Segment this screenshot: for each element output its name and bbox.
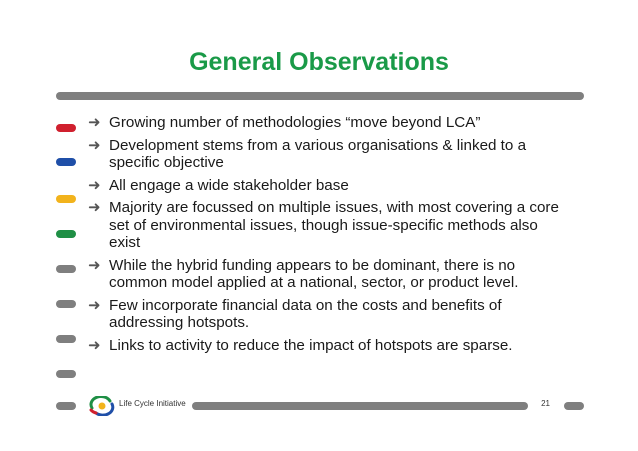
bullet-item bbox=[88, 114, 568, 131]
side-marker-yellow bbox=[56, 195, 76, 203]
bullet-item bbox=[88, 257, 568, 292]
arrow-right-icon: ➜ bbox=[88, 136, 101, 154]
bullet-text: While the hybrid funding appears to be dominant, there is no common model applied at a national, sector, or product level. bbox=[109, 256, 519, 291]
life-cycle-initiative-logo-icon bbox=[88, 396, 116, 416]
bullet-text: Majority are focussed on multiple issues, with most covering a core set of environmental issues, though issue-specific methods also exist bbox=[109, 199, 559, 251]
footer-org-name: Life Cycle Initiative bbox=[119, 399, 186, 408]
side-marker-gray bbox=[56, 265, 76, 273]
footer-rule-left bbox=[56, 402, 76, 410]
side-marker-red bbox=[56, 124, 76, 132]
side-marker-gray bbox=[56, 335, 76, 343]
arrow-right-icon: ➜ bbox=[88, 176, 101, 194]
footer-rule-middle bbox=[192, 402, 528, 410]
bullet-item bbox=[88, 137, 568, 172]
bullet-item bbox=[88, 199, 568, 251]
bullet-item bbox=[88, 337, 568, 354]
arrow-right-icon: ➜ bbox=[88, 199, 101, 217]
side-marker-blue bbox=[56, 158, 76, 166]
bullet-text: All engage a wide stakeholder base bbox=[109, 176, 349, 194]
arrow-right-icon: ➜ bbox=[88, 256, 101, 274]
page-title: General Observations bbox=[189, 48, 449, 76]
bullet-text: Links to activity to reduce the impact of hotspots are sparse. bbox=[109, 336, 513, 354]
arrow-right-icon: ➜ bbox=[88, 296, 101, 314]
side-marker-green bbox=[56, 230, 76, 238]
arrow-right-icon: ➜ bbox=[88, 336, 101, 354]
bullet-text: Growing number of methodologies “move beyond LCA” bbox=[109, 114, 481, 131]
arrow-right-icon: ➜ bbox=[88, 114, 101, 131]
footer-rule-right bbox=[564, 402, 584, 410]
side-marker-gray bbox=[56, 370, 76, 378]
header-rule bbox=[56, 92, 584, 100]
side-marker-gray bbox=[56, 300, 76, 308]
bullet-item bbox=[88, 177, 568, 194]
bullet-list bbox=[88, 114, 568, 359]
bullet-text: Development stems from a various organisations & linked to a specific objective bbox=[109, 136, 527, 171]
bullet-item bbox=[88, 297, 568, 332]
bullet-text: Few incorporate financial data on the costs and benefits of addressing hotspots. bbox=[109, 296, 502, 331]
page-number: 21 bbox=[541, 399, 550, 408]
